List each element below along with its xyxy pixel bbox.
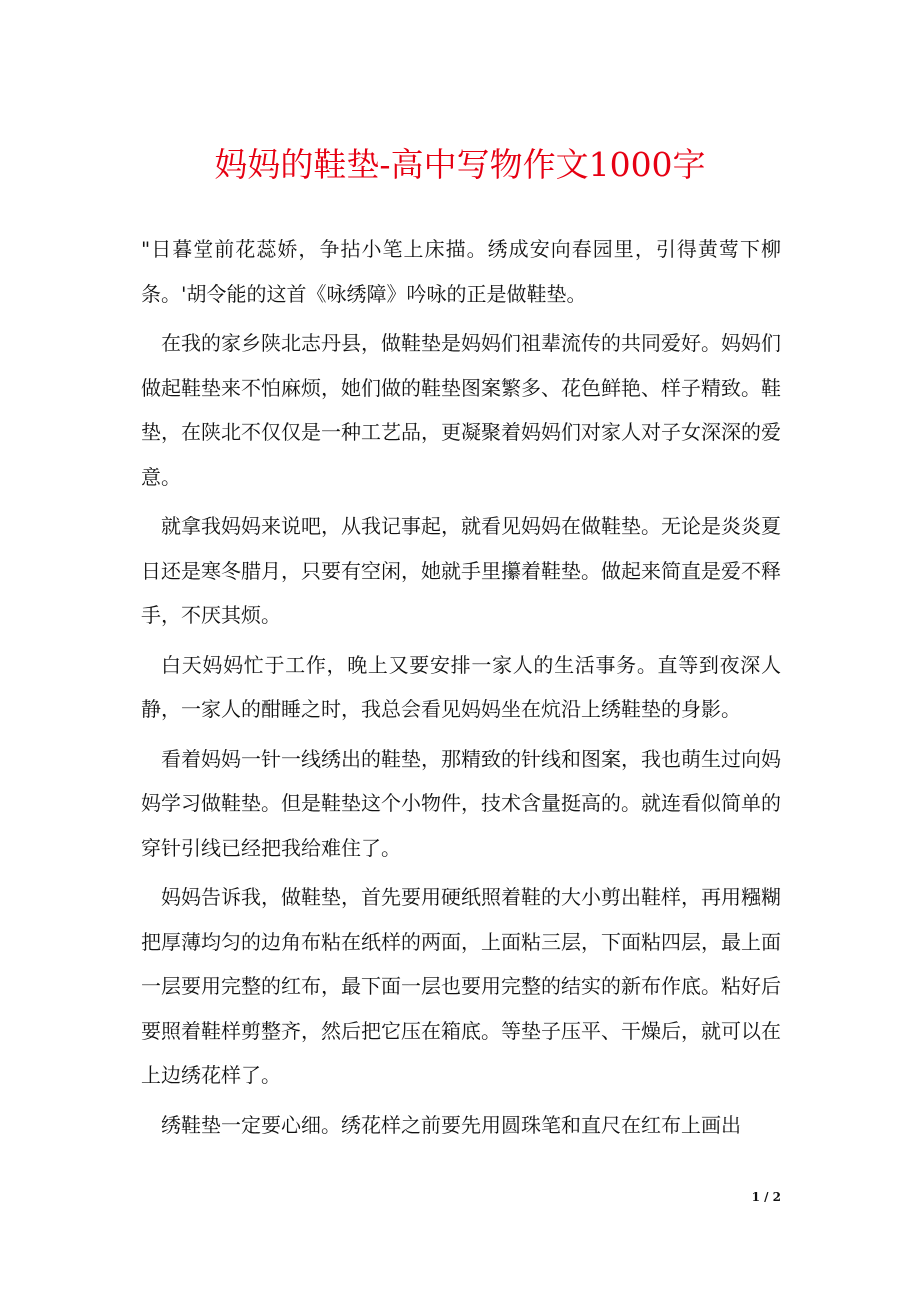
paragraph-5: 看着妈妈一针一线绣出的鞋垫，那精致的针线和图案，我也萌生过向妈妈学习做鞋垫。但是鞋垫这个小物件，技术含量挺高的。就连看似简单的穿针引线已经把我给难住了。 [141,746,781,860]
paragraph-3: 就拿我妈妈来说吧，从我记事起，就看见妈妈在做鞋垫。无论是炎炎夏日还是寒冬腊月，只要有空闲，她就手里攥着鞋垫。做起来简直是爱不释手，不厌其烦。 [141,514,781,627]
page-number: 1 / 2 [751,1190,781,1204]
paragraph-6: 妈妈告诉我，做鞋垫，首先要用硬纸照着鞋的大小剪出鞋样，再用糨糊把厚薄均匀的边角布粘在纸样的两面，上面粘三层，下面粘四层，最上面一层要用完整的红布，最下面一层也要用完整的结实的新布作底。粘好后要照着鞋样剪整齐，然后把它压在箱底。等垫子压平、干燥后，就可以在上边绣花样了。 [141,885,781,1087]
paragraph-2: 在我的家乡陕北志丹县，做鞋垫是妈妈们祖辈流传的共同爱好。妈妈们做起鞋垫来不怕麻烦，她们做的鞋垫图案繁多、花色鲜艳、样子精致。鞋垫，在陕北不仅仅是一种工艺品，更凝聚着妈妈们对家人对子女深深的爱意。 [141,331,781,489]
paragraph-4: 白天妈妈忙于工作，晚上又要安排一家人的生活事务。直等到夜深人静，一家人的酣睡之时，我总会看见妈妈坐在炕沿上绣鞋垫的身影。 [141,652,781,721]
document-title: 妈妈的鞋垫-高中写物作文1000字 [214,145,706,184]
paragraph-7: 绣鞋垫一定要心细。绣花样之前要先用圆珠笔和直尺在红布上画出 [161,1112,741,1137]
paragraph-1: "日暮堂前花蕊娇，争拈小笔上床描。绣成安向春园里，引得黄莺下柳条。'胡令能的这首《咏绣障》吟咏的正是做鞋垫。 [141,237,781,306]
document-body [141,227,781,1152]
